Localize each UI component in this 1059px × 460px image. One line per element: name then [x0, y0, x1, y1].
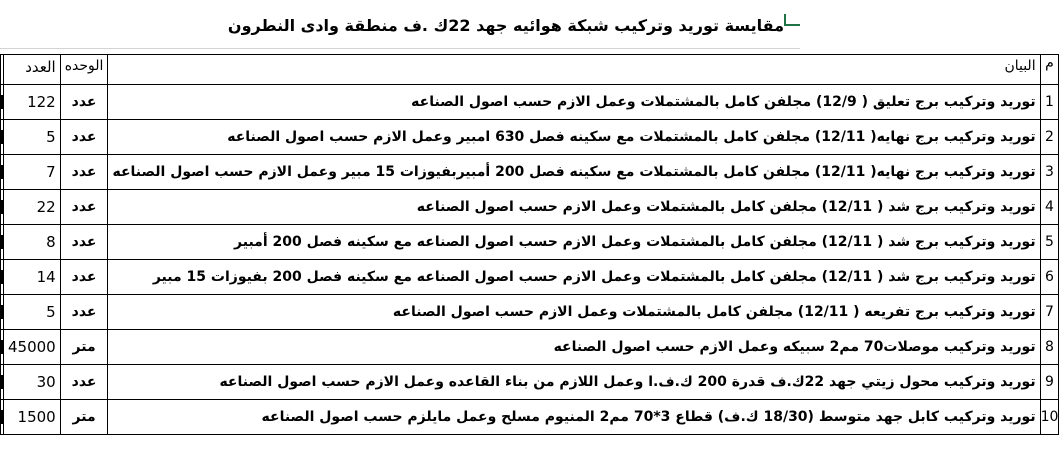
- table-row: [1, 190, 1059, 225]
- row-number-cell[interactable]: 4: [1040, 190, 1059, 225]
- row-description-cell[interactable]: توريد وتركيب برج شد ( 12/11) مجلفن كامل بالمشتملات وعمل الازم حسب اصول الصناعه مع سكينه فصل 200 أمبير: [108, 225, 1040, 260]
- clipped-cell-content: [0, 340, 3, 354]
- clipped-cell-content: [0, 95, 3, 109]
- row-description-cell[interactable]: توريد وتركيب برج شد ( 12/11) مجلفن كامل بالمشتملات وعمل الازم حسب اصول الصناعه مع سكينه فصل 200 بفيوزات 15 مبير: [108, 260, 1040, 295]
- header-desc[interactable]: البيان: [108, 55, 1040, 85]
- clipped-cell-content: [0, 130, 3, 144]
- header-qty[interactable]: العدد: [4, 55, 61, 85]
- header-num[interactable]: م: [1040, 55, 1059, 85]
- table-header-row: [1, 55, 1059, 85]
- row-quantity-cell[interactable]: 30: [4, 365, 61, 400]
- row-number-cell[interactable]: 2: [1040, 120, 1059, 155]
- row-quantity-cell[interactable]: 122: [4, 85, 61, 120]
- table-row: [1, 365, 1059, 400]
- row-unit-cell[interactable]: متر: [60, 400, 108, 435]
- table-row: [1, 400, 1059, 435]
- row-number-cell[interactable]: 10: [1040, 400, 1059, 435]
- row-number-cell[interactable]: 8: [1040, 330, 1059, 365]
- table-row: [1, 120, 1059, 155]
- table-row: [1, 330, 1059, 365]
- row-unit-cell[interactable]: عدد: [60, 365, 108, 400]
- table-row: [1, 260, 1059, 295]
- title-row[interactable]: [0, 14, 800, 49]
- row-number-cell[interactable]: 3: [1040, 155, 1059, 190]
- row-number-cell[interactable]: 9: [1040, 365, 1059, 400]
- row-quantity-cell[interactable]: 7: [4, 155, 61, 190]
- row-quantity-cell[interactable]: 8: [4, 225, 61, 260]
- row-unit-cell[interactable]: عدد: [60, 190, 108, 225]
- row-unit-cell[interactable]: عدد: [60, 260, 108, 295]
- row-unit-cell[interactable]: عدد: [60, 120, 108, 155]
- clipped-cell-content: [0, 305, 3, 319]
- row-description-cell[interactable]: توريد وتركيب برج نهايه( 12/11) مجلفن كامل بالمشتملات مع سكينه فصل 200 أمبيربفيوزات 15 مبير وعمل الازم حسب اصول الصناعه: [108, 155, 1040, 190]
- row-unit-cell[interactable]: عدد: [60, 295, 108, 330]
- row-description-cell[interactable]: توريد وتركيب برج شد ( 12/11) مجلفن كامل بالمشتملات وعمل الازم حسب اصول الصناعه: [108, 190, 1040, 225]
- table-row: [1, 295, 1059, 330]
- row-unit-cell[interactable]: عدد: [60, 85, 108, 120]
- header-unit[interactable]: الوحده: [60, 55, 108, 85]
- sheet-title: مقايسة توريد وتركيب شبكة هوائيه جهد 22ك .ف منطقة وادى النطرون: [227, 16, 784, 35]
- table-row: [1, 85, 1059, 120]
- row-quantity-cell[interactable]: 45000: [4, 330, 61, 365]
- row-quantity-cell[interactable]: 5: [4, 120, 61, 155]
- row-quantity-cell[interactable]: 22: [4, 190, 61, 225]
- row-edge-cell[interactable]: [1, 120, 4, 155]
- header-edge-cell[interactable]: [1, 55, 4, 85]
- clipped-cell-content: [0, 200, 3, 214]
- row-edge-cell[interactable]: [1, 155, 4, 190]
- row-number-cell[interactable]: 1: [1040, 85, 1059, 120]
- table-row: [1, 155, 1059, 190]
- row-number-cell[interactable]: 5: [1040, 225, 1059, 260]
- row-edge-cell[interactable]: [1, 330, 4, 365]
- row-unit-cell[interactable]: متر: [60, 330, 108, 365]
- row-description-cell[interactable]: توريد وتركيب برج نهايه( 12/11) مجلفن كامل بالمشتملات مع سكينه فصل 630 امبير وعمل الازم حسب اصول الصناعه: [108, 120, 1040, 155]
- row-description-cell[interactable]: توريد وتركيب كابل جهد متوسط (18/30 ك.ف) قطاع 3*70 مم2 المنيوم مسلح وعمل مايلزم حسب اصول الصناعه: [108, 400, 1040, 435]
- row-quantity-cell[interactable]: 1500: [4, 400, 61, 435]
- clipped-cell-content: [0, 235, 3, 249]
- row-edge-cell[interactable]: [1, 365, 4, 400]
- clipped-cell-content: [0, 410, 3, 424]
- clipped-cell-content: [0, 375, 3, 389]
- row-unit-cell[interactable]: عدد: [60, 155, 108, 190]
- row-description-cell[interactable]: توريد وتركيب برج تعليق ( 12/9) مجلفن كامل بالمشتملات وعمل الازم حسب اصول الصناعه: [108, 85, 1040, 120]
- row-edge-cell[interactable]: [1, 225, 4, 260]
- row-unit-cell[interactable]: عدد: [60, 225, 108, 260]
- row-edge-cell[interactable]: [1, 85, 4, 120]
- row-description-cell[interactable]: توريد وتركيب برج تفريعه ( 12/11) مجلفن كامل بالمشتملات وعمل الازم حسب اصول الصناعه: [108, 295, 1040, 330]
- row-description-cell[interactable]: توريد وتركيب موصلات70 مم2 سبيكه وعمل الازم حسب اصول الصناعه: [108, 330, 1040, 365]
- clipped-cell-content: [0, 270, 3, 284]
- row-number-cell[interactable]: 7: [1040, 295, 1059, 330]
- row-edge-cell[interactable]: [1, 190, 4, 225]
- row-edge-cell[interactable]: [1, 295, 4, 330]
- clipped-cell-content: [0, 165, 3, 179]
- table-row: [1, 225, 1059, 260]
- row-quantity-cell[interactable]: 5: [4, 295, 61, 330]
- row-description-cell[interactable]: توريد وتركيب محول زيتي جهد 22ك.ف قدرة 200 ك.ف.ا وعمل اللازم من بناء القاعده وعمل الازم حسب اصول الصناعه: [108, 365, 1040, 400]
- boq-table: [0, 54, 1059, 435]
- row-edge-cell[interactable]: [1, 400, 4, 435]
- cell-selection-marker: [784, 14, 800, 26]
- row-edge-cell[interactable]: [1, 260, 4, 295]
- row-number-cell[interactable]: 6: [1040, 260, 1059, 295]
- row-quantity-cell[interactable]: 14: [4, 260, 61, 295]
